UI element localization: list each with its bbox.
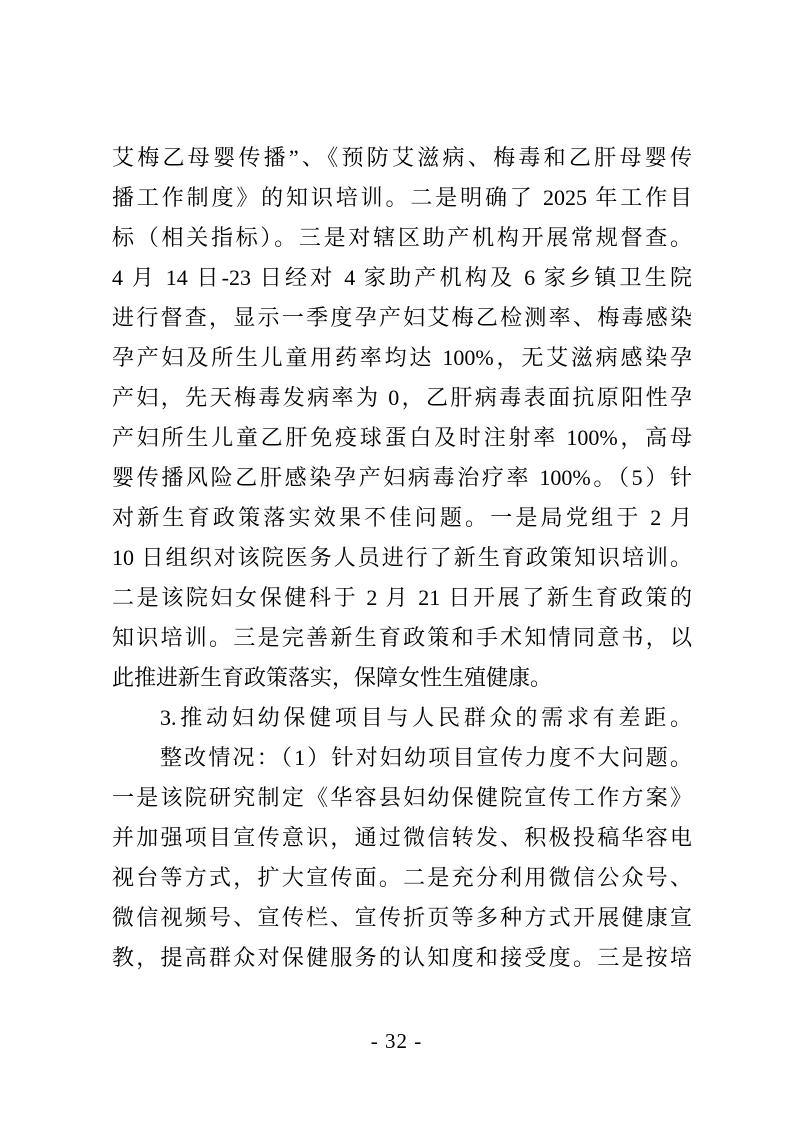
text-line: 视台等方式，扩大宣传面。二是充分利用微信公众号、 xyxy=(112,865,692,890)
text-line: 婴传播风险乙肝感染孕产妇病毒治疗率 100%。（5）针 xyxy=(112,465,692,490)
text-line: 4 月 14 日-23 日经对 4 家助产机构及 6 家乡镇卫生院 xyxy=(112,265,692,290)
text-line-section-heading: 3.推动妇幼保健项目与人民群众的需求有差距。 xyxy=(160,705,692,730)
text-line: 孕产妇及所生儿童用药率均达 100%，无艾滋病感染孕 xyxy=(112,345,692,370)
text-line: 并加强项目宣传意识，通过微信转发、积极投稿华容电 xyxy=(112,825,692,850)
text-line: 知识培训。三是完善新生育政策和手术知情同意书，以 xyxy=(112,625,692,650)
text-line: 进行督查，显示一季度孕产妇艾梅乙检测率、梅毒感染 xyxy=(112,305,692,330)
text-line-paragraph-start: 整改情况：（1）针对妇幼项目宣传力度不大问题。 xyxy=(160,745,692,770)
text-line: 教，提高群众对保健服务的认知度和接受度。三是按培 xyxy=(112,945,692,970)
text-line: 产妇所生儿童乙肝免疫球蛋白及时注射率 100%，高母 xyxy=(112,425,692,450)
text-line: 此推进新生育政策落实，保障女性生殖健康。 xyxy=(112,665,553,690)
text-line: 微信视频号、宣传栏、宣传折页等多种方式开展健康宣 xyxy=(112,905,692,930)
text-line: 播工作制度》的知识培训。二是明确了 2025 年工作目 xyxy=(112,185,692,210)
text-line: 艾梅乙母婴传播”、《预防艾滋病、梅毒和乙肝母婴传 xyxy=(112,145,692,170)
text-line: 标（相关指标）。三是对辖区助产机构开展常规督查。 xyxy=(112,225,692,250)
text-line: 对新生育政策落实效果不佳问题。一是局党组于 2 月 xyxy=(112,505,692,530)
text-line: 二是该院妇女保健科于 2 月 21 日开展了新生育政策的 xyxy=(112,585,692,610)
page-number: - 32 - xyxy=(370,1029,423,1053)
text-line: 10 日组织对该院医务人员进行了新生育政策知识培训。 xyxy=(112,545,692,570)
text-line: 一是该院研究制定《华容县妇幼保健院宣传工作方案》 xyxy=(112,785,692,810)
page-body-text xyxy=(112,138,692,978)
text-line: 产妇，先天梅毒发病率为 0，乙肝病毒表面抗原阳性孕 xyxy=(112,385,692,410)
